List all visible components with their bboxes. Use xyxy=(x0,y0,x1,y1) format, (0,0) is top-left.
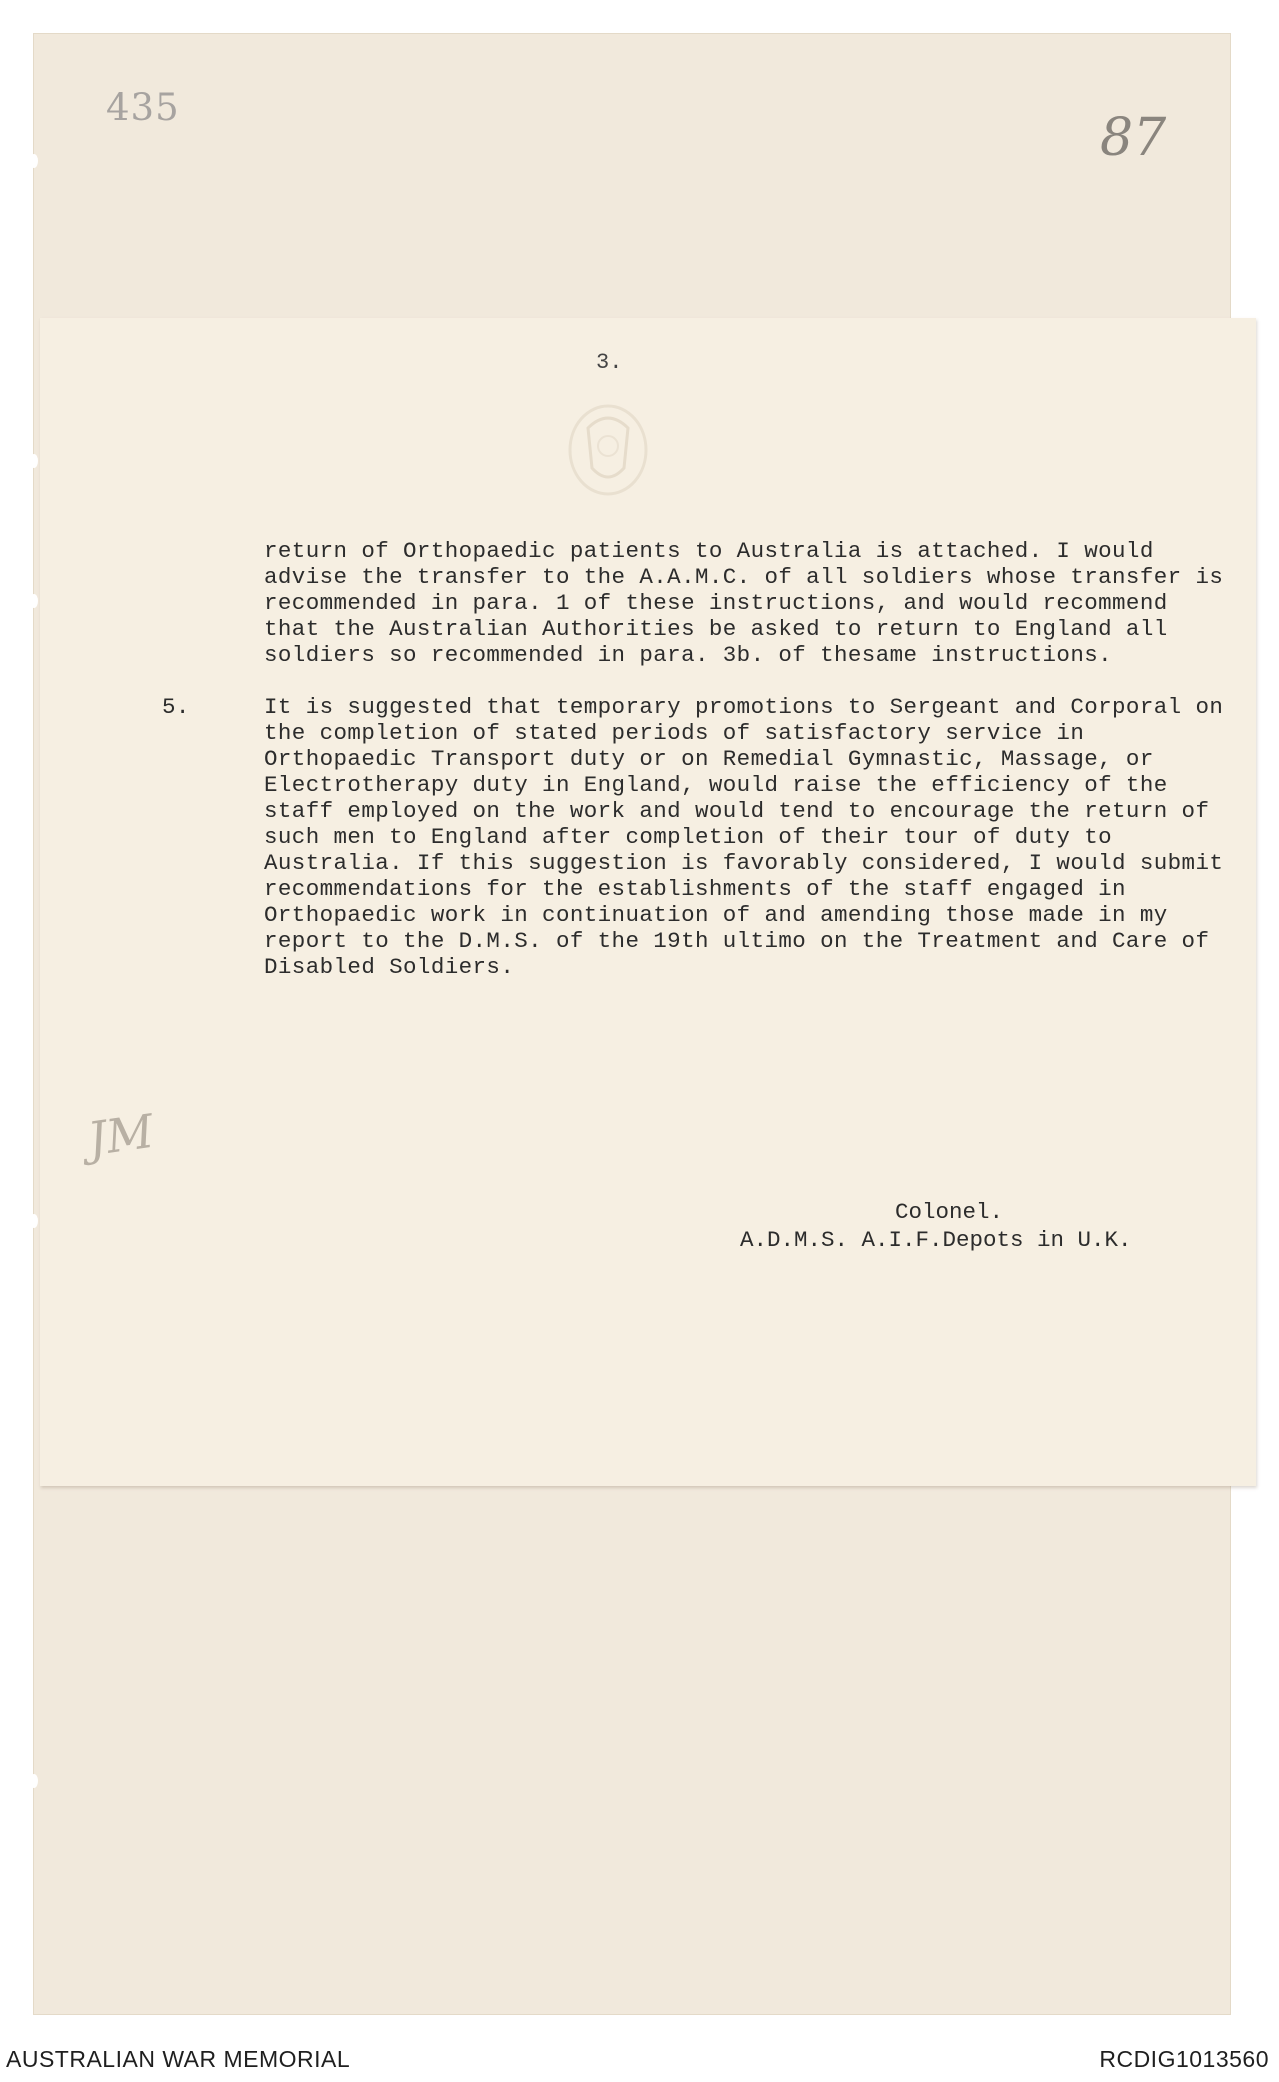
edge-nick xyxy=(30,594,38,608)
folio-stamp: 435 xyxy=(106,86,180,129)
letter-page xyxy=(40,318,1256,1486)
letter-body xyxy=(162,538,1224,1006)
edge-nick xyxy=(30,454,38,468)
edge-nick xyxy=(30,1214,38,1228)
signature-title: A.D.M.S. A.I.F.Depots in U.K. xyxy=(740,1227,1132,1253)
signature-block xyxy=(740,1198,1132,1254)
footer-institution: AUSTRALIAN WAR MEMORIAL xyxy=(6,2046,351,2072)
paragraph-5-text: It is suggested that temporary promotions to Sergeant and Corporal on the completion of stated periods of satisfactory service in Orthopaedic Transport duty or on Remedial Gymnastic, Massage, or Electrotherapy duty in England, would raise the efficiency of the staff employed on the work and would tend to encourage the return of such men to England after completion of their tour of duty to Australia. If this suggestion is favorably considered, I would submit recommendations for the establishments of the staff engaged in Orthopaedic work in continuation of and amending those made in my report to the D.M.S. of the 19th ultimo on the Treatment and Care of Disabled Soldiers. xyxy=(264,694,1224,980)
footer xyxy=(0,2038,1279,2082)
footer-record-id: RCDIG1013560 xyxy=(1099,2046,1269,2072)
page-number: 3. xyxy=(596,350,623,375)
paragraph-5 xyxy=(162,694,1224,980)
folio-handwritten: 87 xyxy=(1100,108,1167,168)
edge-nick xyxy=(30,1774,38,1788)
handwritten-initials: JM xyxy=(84,1103,157,1167)
paragraph-number: 5. xyxy=(162,694,190,720)
edge-nick xyxy=(30,154,38,168)
signature-rank: Colonel. xyxy=(895,1199,1004,1225)
embossed-seal-icon xyxy=(564,398,652,498)
paragraph-continuation: return of Orthopaedic patients to Australia is attached. I would advise the transfer to the A.A.M.C. of all soldiers whose transfer is recommended in para. 1 of these instructions, and would recommend that the Australian Authorities be asked to return to England all soldiers so recommended in para. 3b. of thesame instructions. xyxy=(264,538,1224,668)
